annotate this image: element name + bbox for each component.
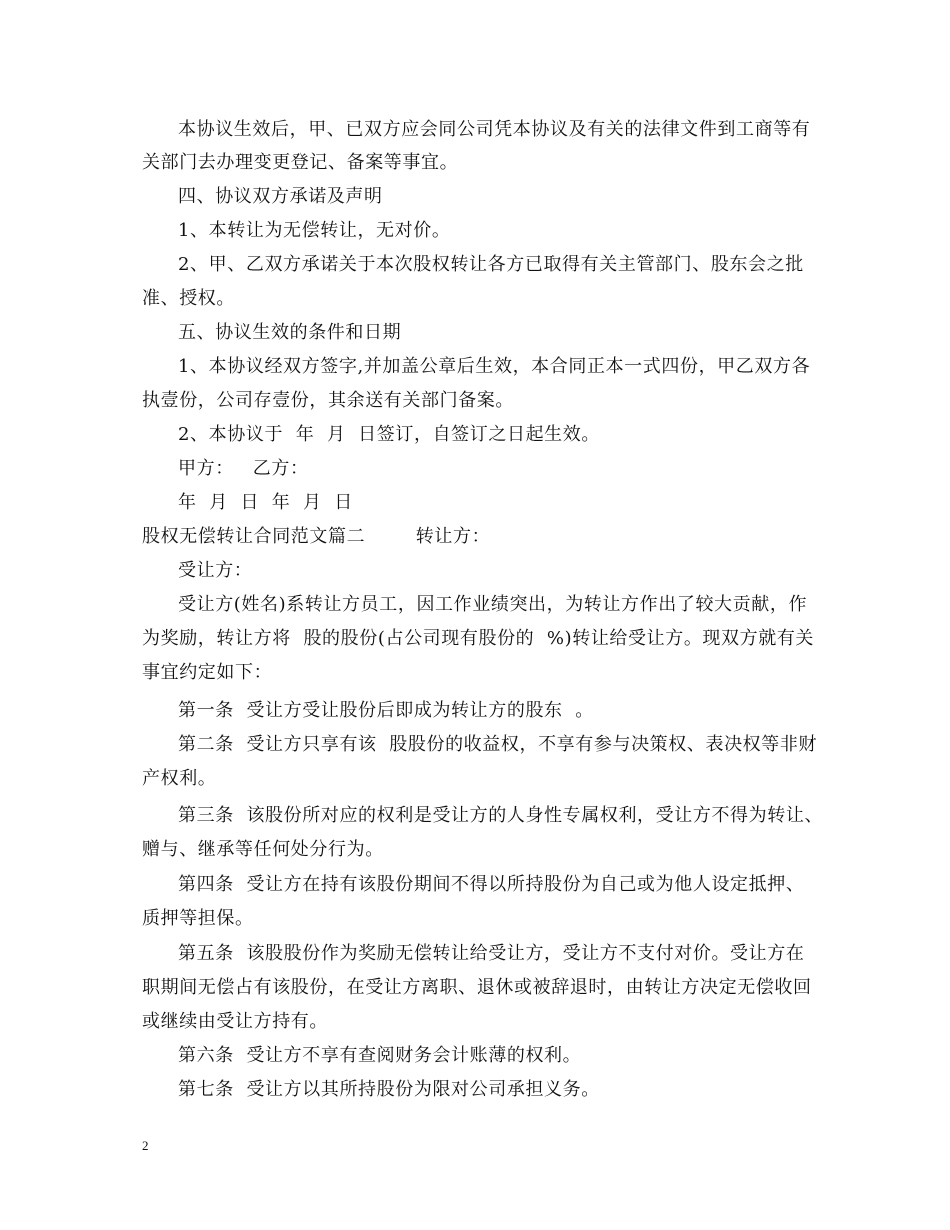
clause-line: 第五条 该股股份作为奖励无偿转让给受让方，受让方不支付对价。受让方在	[178, 943, 805, 964]
text-line: 质押等担保。	[142, 908, 254, 929]
text-line: 产权利。	[142, 768, 217, 789]
text-line: 赠与、继承等任何处分行为。	[142, 839, 384, 860]
text-line: 2、本协议于 年 月 日签订，自签订之日起生效。	[178, 424, 600, 445]
text-line: 2、甲、乙双方承诺关于本次股权转让各方已取得有关主管部门、股东会之批	[178, 254, 804, 275]
section-heading: 五、协议生效的条件和日期	[178, 322, 402, 343]
document-title: 股权无偿转让合同范文篇二 转让方：	[142, 526, 491, 547]
text-line: 为奖励，转让方将 股的股份(占公司现有股份的 %)转让给受让方。现双方就有关	[142, 628, 815, 649]
text-line: 关部门去办理变更登记、备案等事宜。	[142, 152, 459, 173]
page-number: 2	[142, 1138, 149, 1153]
clause-line: 第六条 受让方不享有查阅财务会计账薄的权利。	[178, 1045, 582, 1066]
text-line: 1、本转让为无偿转让，无对价。	[178, 220, 451, 241]
clause-line: 第七条 受让方以其所持股份为限对公司承担义务。	[178, 1079, 600, 1100]
clause-line: 第二条 受让方只享有该 股股份的收益权，不享有参与决策权、表决权等非财	[178, 734, 818, 755]
clause-line: 第一条 受让方受让股份后即成为转让方的股东 。	[178, 700, 594, 721]
text-line: 1、本协议经双方签字,并加盖公章后生效，本合同正本一式四份，甲乙双方各	[178, 356, 811, 377]
section-heading: 四、协议双方承诺及声明	[178, 186, 383, 207]
text-line: 职期间无偿占有该股份，在受让方离职、退休或被辞退时，由转让方决定无偿收回	[142, 977, 812, 998]
text-line: 执壹份，公司存壹份，其余送有关部门备案。	[142, 390, 514, 411]
text-line: 本协议生效后，甲、已双方应会同公司凭本协议及有关的法律文件到工商等有	[178, 119, 811, 140]
text-line: 或继续由受让方持有。	[142, 1011, 328, 1032]
signature-line: 甲方： 乙方：	[178, 458, 309, 479]
text-line: 受让方(姓名)系转让方员工，因工作业绩突出，为转让方作出了较大贡献，作	[178, 594, 808, 615]
clause-line: 第三条 该股份所对应的权利是受让方的人身性专属权利，受让方不得为转让、	[178, 805, 824, 826]
date-line: 年 月 日 年 月 日	[178, 492, 353, 513]
text-line: 事宜约定如下：	[142, 662, 273, 683]
text-line: 准、授权。	[142, 288, 235, 309]
clause-line: 第四条 受让方在持有该股份期间不得以所持股份为自己或为他人设定抵押、	[178, 874, 805, 895]
text-line: 受让方：	[178, 560, 253, 581]
